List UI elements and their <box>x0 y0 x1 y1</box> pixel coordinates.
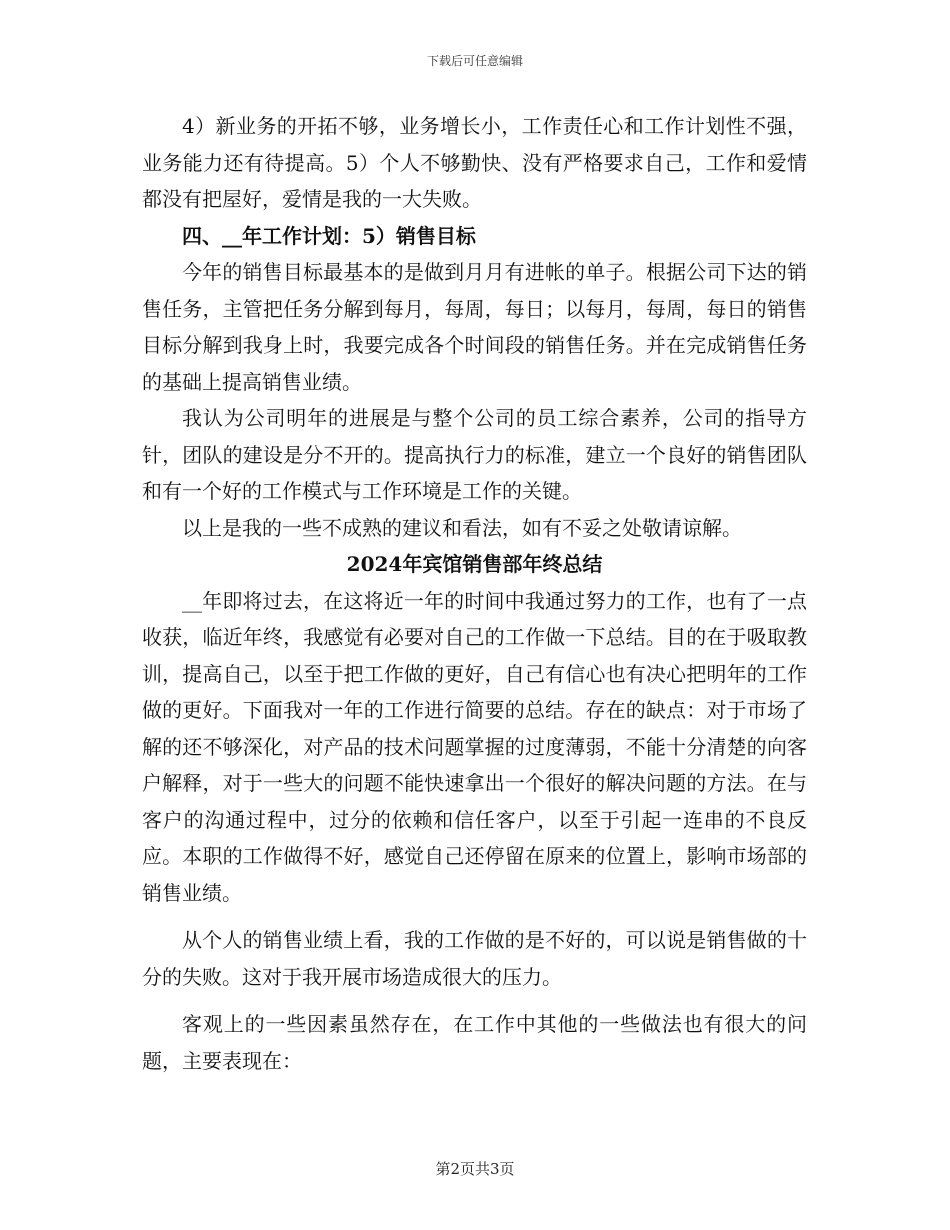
paragraph-shortcomings: 4）新业务的开拓不够，业务增长小，工作责任心和工作计划性不强，业务能力还有待提高。5）个人不够勤快、没有严格要求自己，工作和爱情都没有把屋好，爱情是我的一大失败。 <box>142 114 807 211</box>
paragraph-spacer <box>142 911 807 922</box>
paragraph-personal-performance: 从个人的销售业绩上看，我的工作做的是不好的，可以说是销售做的十分的失败。这对于我开展市场造成很大的压力。 <box>142 928 807 989</box>
page-header: 下载后可任意编辑 <box>426 54 523 68</box>
paragraph-closing-remark: 以上是我的一些不成熟的建议和看法，如有不妥之处敬请谅解。 <box>182 515 742 540</box>
paragraph-spacer <box>142 995 807 1006</box>
paragraph-summary-intro: __年即将过去，在这将近一年的时间中我通过努力的工作，也有了一点收获，临近年终，我感觉有必要对自己的工作做一下总结。目的在于吸取教训，提高自己，以至于把工作做的更好，自己有信心也有决心把明年的工作做的更好。下面我对一年的工作进行简要的总结。存在的缺点：对于市场了解的还不够深化，对产品的技术问题掌握的过度薄弱，不能十分清楚的向客户解释，对于一些大的问题不能快速拿出一个很好的解决问题的方法。在与客户的沟通过程中，过分的依赖和信任客户，以至于引起一连串的不良反应。本职的工作做得不好，感觉自己还停留在原来的位置上，影响市场部的销售业绩。 <box>142 588 807 905</box>
document-body <box>142 108 807 1079</box>
page-footer: 第2页共3页 <box>435 1160 515 1178</box>
paragraph-objective-factors: 客观上的一些因素虽然存在，在工作中其他的一些做法也有很大的问题，主要表现在： <box>142 1012 807 1073</box>
paragraph-sales-target: 今年的销售目标最基本的是做到月月有进帐的单子。根据公司下达的销售任务，主管把任务分解到每月，每周，每日；以每月，每周，每日的销售目标分解到我身上时，我要完成各个时间段的销售任务。并在完成销售任务的基础上提高销售业绩。 <box>142 260 807 394</box>
section-heading-work-plan: 四、__年工作计划：5）销售目标 <box>182 223 476 248</box>
document-title: 2024年宾馆销售部年终总结 <box>346 552 603 576</box>
paragraph-company-development: 我认为公司明年的进展是与整个公司的员工综合素养，公司的指导方针，团队的建设是分不开的。提高执行力的标准，建立一个良好的销售团队和有一个好的工作模式与工作环境是工作的关键。 <box>142 406 807 503</box>
